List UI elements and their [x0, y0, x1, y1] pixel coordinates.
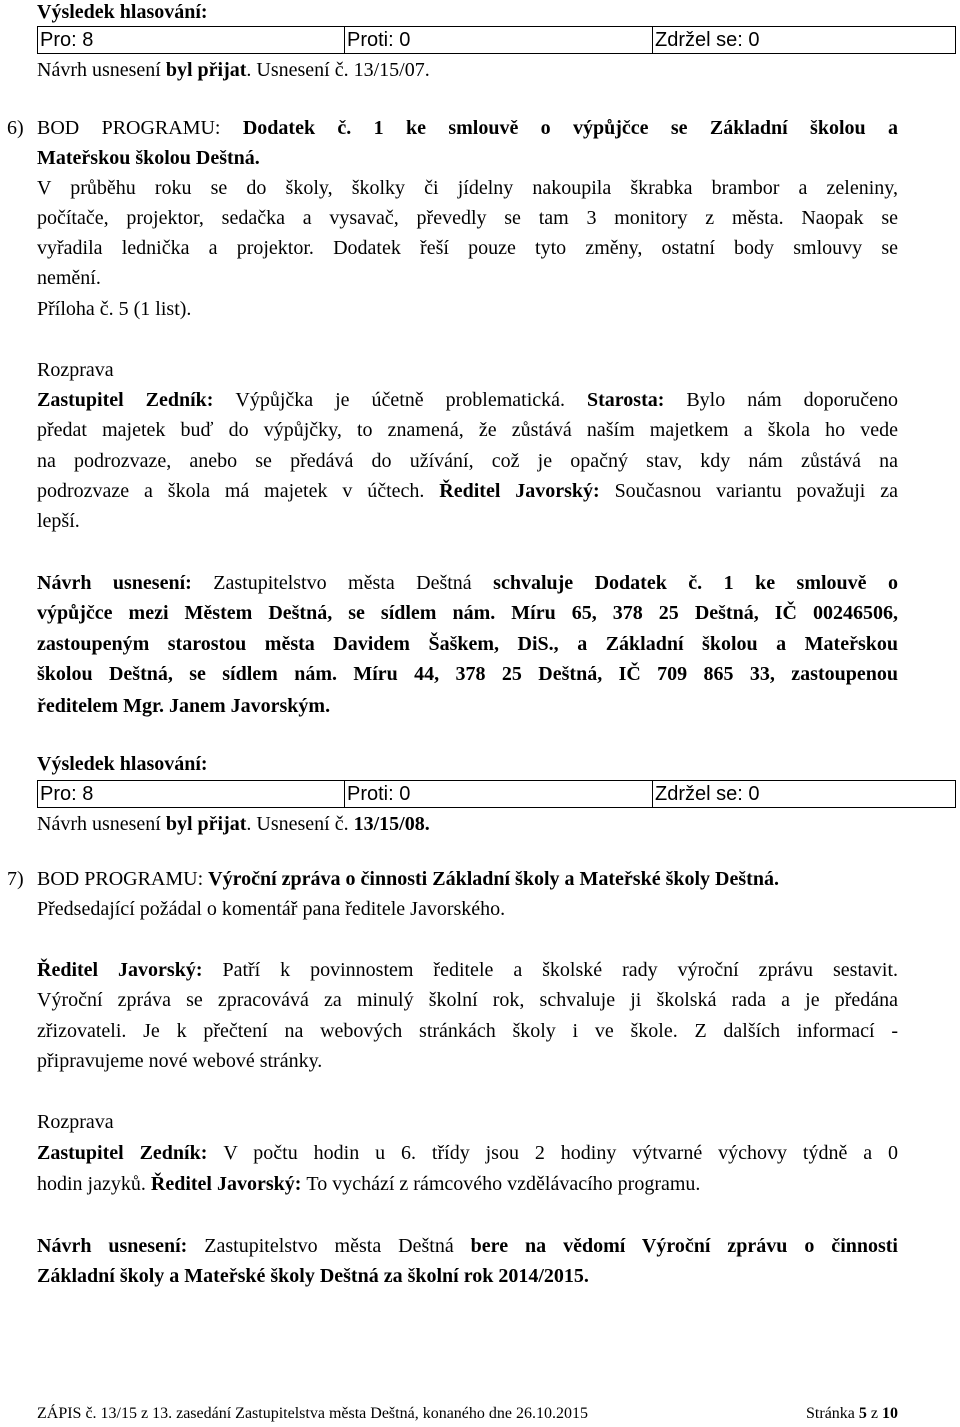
discussion-line: na podrozvaze, anebo se předává do užívání, což je opačný stav, kdy nám zůstává na	[37, 450, 898, 472]
discussion-heading: Rozprava	[37, 359, 114, 381]
vote-result-table	[37, 780, 956, 808]
discussion-line: Zastupitel Zedník: Výpůjčka je účetně problematická. Starosta: Bylo nám doporučeno	[37, 389, 898, 411]
discussion-line: lepší.	[37, 510, 80, 532]
resolution-result: Návrh usnesení byl přijat. Usnesení č. 13/15/07.	[37, 59, 430, 81]
paragraph-line: Ředitel Javorský: Patří k povinnostem ředitele a školské rady výroční zprávu sestavit.	[37, 959, 898, 981]
resolution-proposal-line: Základní školy a Mateřské školy Deštná za školní rok 2014/2015.	[37, 1265, 589, 1287]
resolution-proposal-line: ředitelem Mgr. Janem Javorským.	[37, 695, 331, 717]
discussion-line: předat majetek buď do výpůjčky, to znamená, že zůstává naším majetkem a škola ho vede	[37, 419, 898, 441]
paragraph-line: připravujeme nové webové stránky.	[37, 1050, 323, 1072]
paragraph-line: Výroční zpráva se zpracovává za minulý školní rok, schvaluje ji školská rada a je předána	[37, 989, 898, 1011]
vote-zdrzel: Zdržel se: 0	[655, 29, 760, 51]
discussion-heading: Rozprava	[37, 1111, 114, 1133]
vote-pro: Pro: 8	[38, 27, 345, 53]
discussion-line: hodin jazyků. Ředitel Javorský: To vychází z rámcového vzdělávacího programu.	[37, 1173, 701, 1195]
agenda-item-7-title: 7) BOD PROGRAMU: Výroční zpráva o činnosti Základní školy a Mateřské školy Deštná.	[7, 868, 779, 890]
discussion-line: Zastupitel Zedník: V počtu hodin u 6. třídy jsou 2 hodiny výtvarné výchovy týdně a 0	[37, 1142, 899, 1164]
paragraph-line: zřizovateli. Je k přečtení na webových stránkách školy i ve škole. Z dalších informací -	[37, 1020, 898, 1042]
paragraph-line: nemění.	[37, 267, 101, 289]
resolution-proposal-line: výpůjčce mezi Městem Deštná, se sídlem nám. Míru 65, 378 25 Deštná, IČ 00246506,	[37, 602, 898, 624]
paragraph-line: Předsedající požádal o komentář pana ředitele Javorského.	[37, 898, 506, 920]
resolution-result: Návrh usnesení byl přijat. Usnesení č. 13/15/08.	[37, 813, 430, 835]
paragraph-line: vyřadila lednička a projektor. Dodatek řeší pouze tyto změny, ostatní body smlouvy se	[37, 237, 898, 259]
resolution-proposal: Návrh usnesení: Zastupitelstvo města Deštná bere na vědomí Výroční zprávu o činnosti	[37, 1235, 898, 1257]
footer-page-number: Stránka 5 z 10	[806, 1405, 898, 1422]
footer-document-title: ZÁPIS č. 13/15 z 13. zasedání Zastupitelstva města Deštná, konaného dne 26.10.2015	[37, 1405, 588, 1422]
resolution-proposal-line: zastoupeným starostou města Davidem Šaškem, DiS., a Základní školou a Mateřskou	[37, 633, 898, 655]
attachment-note: Příloha č. 5 (1 list).	[37, 298, 192, 320]
vote-proti: Proti: 0	[345, 27, 653, 53]
vote-zdrzel: Zdržel se: 0	[655, 783, 760, 805]
agenda-item-6-title-cont: Mateřskou školou Deštná.	[37, 147, 260, 169]
vote-pro: Pro: 8	[38, 781, 345, 807]
resolution-proposal-line: školou Deštná, se sídlem nám. Míru 44, 378 25 Deštná, IČ 709 865 33, zastoupenou	[37, 663, 898, 685]
agenda-item-6-title: 6) BOD PROGRAMU: Dodatek č. 1 ke smlouvě o výpůjčce se Základní školou a	[7, 117, 898, 139]
resolution-proposal: Návrh usnesení: Zastupitelstvo města Deštná schvaluje Dodatek č. 1 ke smlouvě o	[37, 572, 898, 594]
vote-result-table	[37, 26, 956, 54]
vote-heading: Výsledek hlasování:	[37, 1, 208, 23]
paragraph-line: počítače, projektor, sedačka a vysavač, převedly se tam 3 monitory z města. Naopak se	[37, 207, 898, 229]
vote-heading: Výsledek hlasování:	[37, 753, 208, 775]
vote-proti: Proti: 0	[345, 781, 653, 807]
discussion-line: podrozvaze a škola má majetek v účtech. Ředitel Javorský: Současnou variantu považuji za	[37, 480, 898, 502]
paragraph-line: V průběhu roku se do školy, školky či jídelny nakoupila škrabka brambor a zeleniny,	[37, 177, 898, 199]
